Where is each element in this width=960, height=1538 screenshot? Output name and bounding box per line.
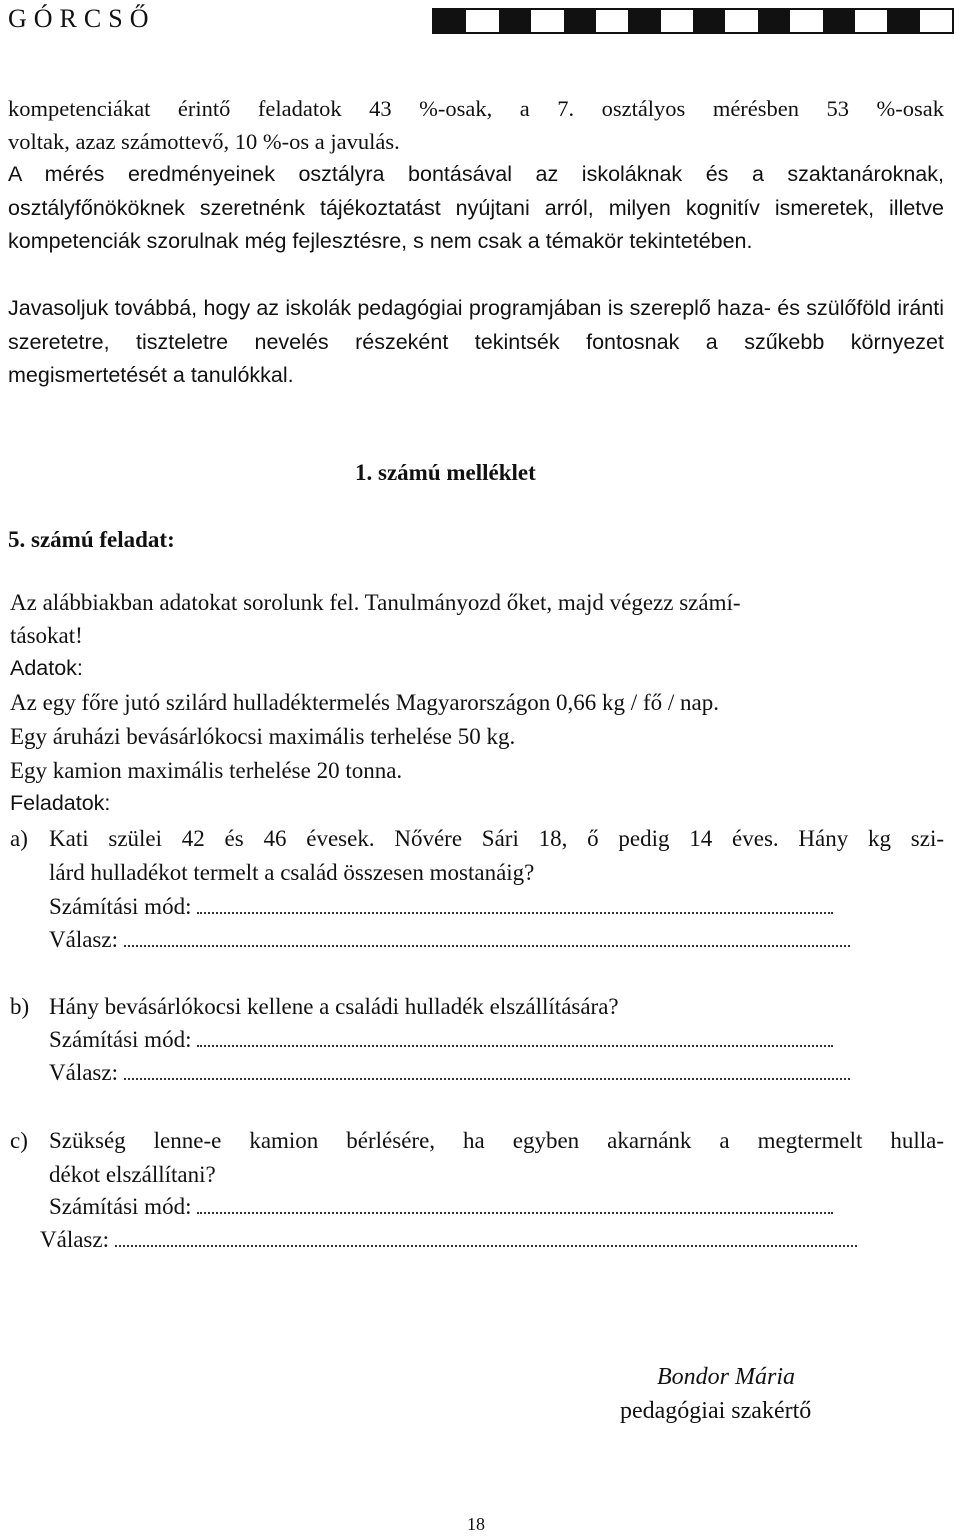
answer-label: Válasz: [49,927,118,952]
intro-line-2: voltak, azaz számottevő, 10 %-os a javulás. [8,129,400,154]
data-heading: Adatok: [10,656,83,680]
task-text: dékot elszállítani? [49,1162,216,1187]
answer-label: Válasz: [49,1060,118,1085]
instruction-line-1: Az alábbiakban adatokat sorolunk fel. Tanulmányozd őket, majd végezz számí- [10,590,741,615]
instruction-line-2: tásokat! [10,623,83,648]
checker-decoration [432,8,954,34]
journal-title: GÓRCSŐ [8,4,156,33]
intro-line-1: kompetenciákat érintő feladatok 43 %-osak, a 7. osztályos mérésben 53 %-osak [8,96,944,121]
task-text: Kati szülei 42 és 46 évesek. Nővére Sári 18, ő pedig 14 éves. Hány kg szi- [49,826,944,851]
calc-row [49,1194,833,1220]
attachment-title: 1. számú melléklet [355,460,536,485]
task-item-c [10,1124,944,1192]
page-number: 18 [467,1514,485,1534]
calc-answer-line[interactable] [197,1206,833,1214]
calc-label: Számítási mód: [49,1194,192,1219]
answer-row [49,927,850,953]
answer-line[interactable] [115,1239,857,1247]
task-item-a [10,822,944,890]
answer-row [49,1060,850,1086]
intro-paragraph-3: Javasoljuk továbbá, hogy az iskolák pedagógiai programjában is szereplő haza- és szülőföld iránti szeretetre, tiszteletre nevelés részeként tekintsék fontosnak a szűkebb környezet megismertetését a tanulókkal. [8,296,944,387]
calc-row [49,894,833,920]
task-label: b) [10,994,30,1019]
calc-answer-line[interactable] [197,1039,833,1047]
task-text: Hány bevásárlókocsi kellene a családi hulladék elszállítására? [49,994,619,1019]
task-label: c) [10,1128,28,1153]
answer-label: Válasz: [40,1227,109,1252]
task-label: a) [10,826,28,851]
data-item: Az egy főre jutó szilárd hulladéktermelés Magyarországon 0,66 kg / fő / nap. [10,690,719,715]
signature-name: Bondor Mária [657,1364,795,1390]
intro-paragraph-2: A mérés eredményeinek osztályra bontásával az iskoláknak és a szaktanároknak, osztályfőnököknek szeretnénk tájékoztatást nyújtani arról, milyen kognitív ismeretek, illetve kompetenciák szorulnak még fejlesztésre, s nem csak a témakör tekintetében. [8,162,944,253]
task-title: 5. számú feladat: [8,527,175,552]
calc-row [49,1027,833,1053]
task-text: Szükség lenne-e kamion bérlésére, ha egyben akarnánk a megtermelt hulla- [49,1128,944,1153]
answer-row [40,1227,857,1253]
answer-line[interactable] [124,1072,850,1080]
signature-role: pedagógiai szakértő [620,1398,812,1424]
task-item-b [10,990,944,1024]
data-item: Egy kamion maximális terhelése 20 tonna. [10,758,403,783]
data-item: Egy áruházi bevásárlókocsi maximális terhelése 50 kg. [10,724,516,749]
calc-label: Számítási mód: [49,894,192,919]
calc-answer-line[interactable] [197,906,833,914]
calc-label: Számítási mód: [49,1027,192,1052]
answer-line[interactable] [124,939,850,947]
tasks-heading: Feladatok: [10,791,111,815]
task-text: lárd hulladékot termelt a család összesen mostanáig? [49,860,535,885]
